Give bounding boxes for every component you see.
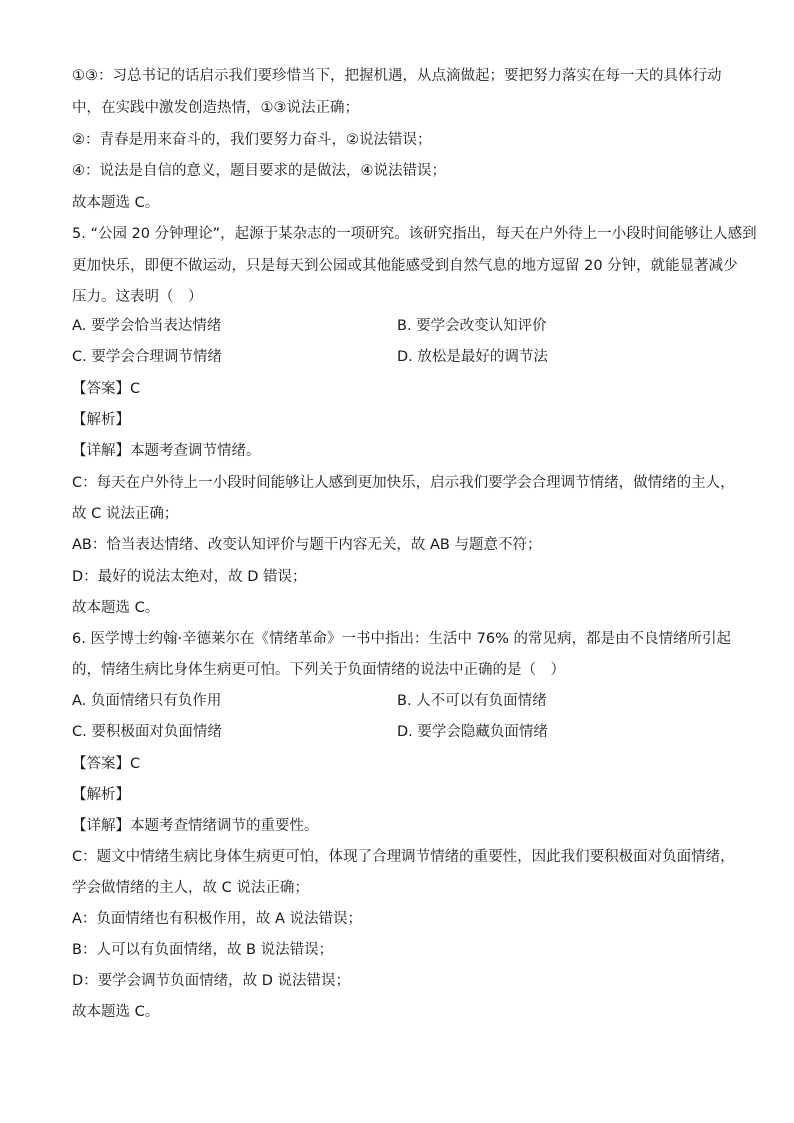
prev-explanation-line-3: ②：青春是用来奋斗的，我们要努力奋斗，②说法错误；	[72, 132, 432, 148]
prev-conclusion: 故本题选 C。	[72, 195, 160, 211]
q6-answer: 【答案】C	[72, 756, 141, 772]
q5-explanation-line-4: D：最好的说法太绝对，故 D 错误；	[72, 569, 307, 585]
q6-option-a: A. 负面情绪只有负作用	[72, 693, 222, 709]
q6-stem-line-2: 的，情绪生病比身体生病更可怕。下列关于负面情绪的说法中正确的是（ ）	[72, 662, 565, 678]
q6-option-b: B. 人不可以有负面情绪	[397, 693, 547, 709]
prev-explanation-line-1: ①③：习总书记的话启示我们要珍惜当下，把握机遇，从点滴做起；要把努力落实在每一天的具体行动	[72, 68, 722, 84]
q6-explanation-line-2: 学会做情绪的主人，故 C 说法正确；	[72, 880, 309, 896]
q5-option-d: D. 放松是最好的调节法	[397, 349, 548, 365]
q6-explanation-line-5: D：要学会调节负面情绪，故 D 说法错误；	[72, 973, 351, 989]
prev-explanation-line-2: 中，在实践中激发创造热情，①③说法正确；	[72, 100, 359, 116]
q6-stem-line-1: 6. 医学博士约翰·辛德莱尔在《情绪革命》一书中指出：生活中 76% 的常见病，都是由不良情绪所引起	[72, 631, 731, 647]
q5-explanation-line-3: AB：恰当表达情绪、改变认知评价与题干内容无关，故 AB 与题意不符；	[72, 537, 542, 553]
q6-conclusion: 故本题选 C。	[72, 1004, 160, 1020]
q6-option-c: C. 要积极面对负面情绪	[72, 724, 222, 740]
q5-option-a: A. 要学会恰当表达情绪	[72, 318, 222, 334]
prev-explanation-line-4: ④：说法是自信的意义，题目要求的是做法，④说法错误；	[72, 163, 446, 179]
q6-explanation-line-4: B：人可以有负面情绪，故 B 说法错误；	[72, 942, 334, 958]
q6-analysis-label: 【解析】	[72, 787, 130, 803]
q5-stem-line-3: 压力。这表明（ ）	[72, 289, 203, 305]
q5-conclusion: 故本题选 C。	[72, 600, 160, 616]
q5-explanation-line-2: 故 C 说法正确；	[72, 506, 179, 522]
q5-option-c: C. 要学会合理调节情绪	[72, 349, 222, 365]
q5-stem-line-2: 更加快乐，即便不做运动，只是每天到公园或其他能感受到自然气息的地方逗留 20 分钟，就能显著减少	[72, 258, 738, 274]
q5-option-b: B. 要学会改变认知评价	[397, 318, 547, 334]
q5-explanation-line-1: C：每天在户外待上一小段时间能够让人感到更加快乐，启示我们要学会合理调节情绪，做情绪的主人，	[72, 475, 735, 491]
q5-stem-line-1: 5. “公园 20 分钟理论”，起源于某杂志的一项研究。该研究指出，每天在户外待上一小段时间能够让人感到	[72, 226, 757, 242]
q6-explanation-line-1: C：题文中情绪生病比身体生病更可怕，体现了合理调节情绪的重要性，因此我们要积极面对负面情绪，	[72, 849, 735, 865]
q5-answer: 【答案】C	[72, 381, 141, 397]
q6-explanation-line-3: A：负面情绪也有积极作用，故 A 说法错误；	[72, 911, 363, 927]
q5-analysis-label: 【解析】	[72, 412, 130, 428]
q6-detail: 【详解】本题考查情绪调节的重要性。	[72, 818, 319, 834]
q6-option-d: D. 要学会隐藏负面情绪	[397, 724, 548, 740]
q5-detail: 【详解】本题考查调节情绪。	[72, 443, 261, 459]
